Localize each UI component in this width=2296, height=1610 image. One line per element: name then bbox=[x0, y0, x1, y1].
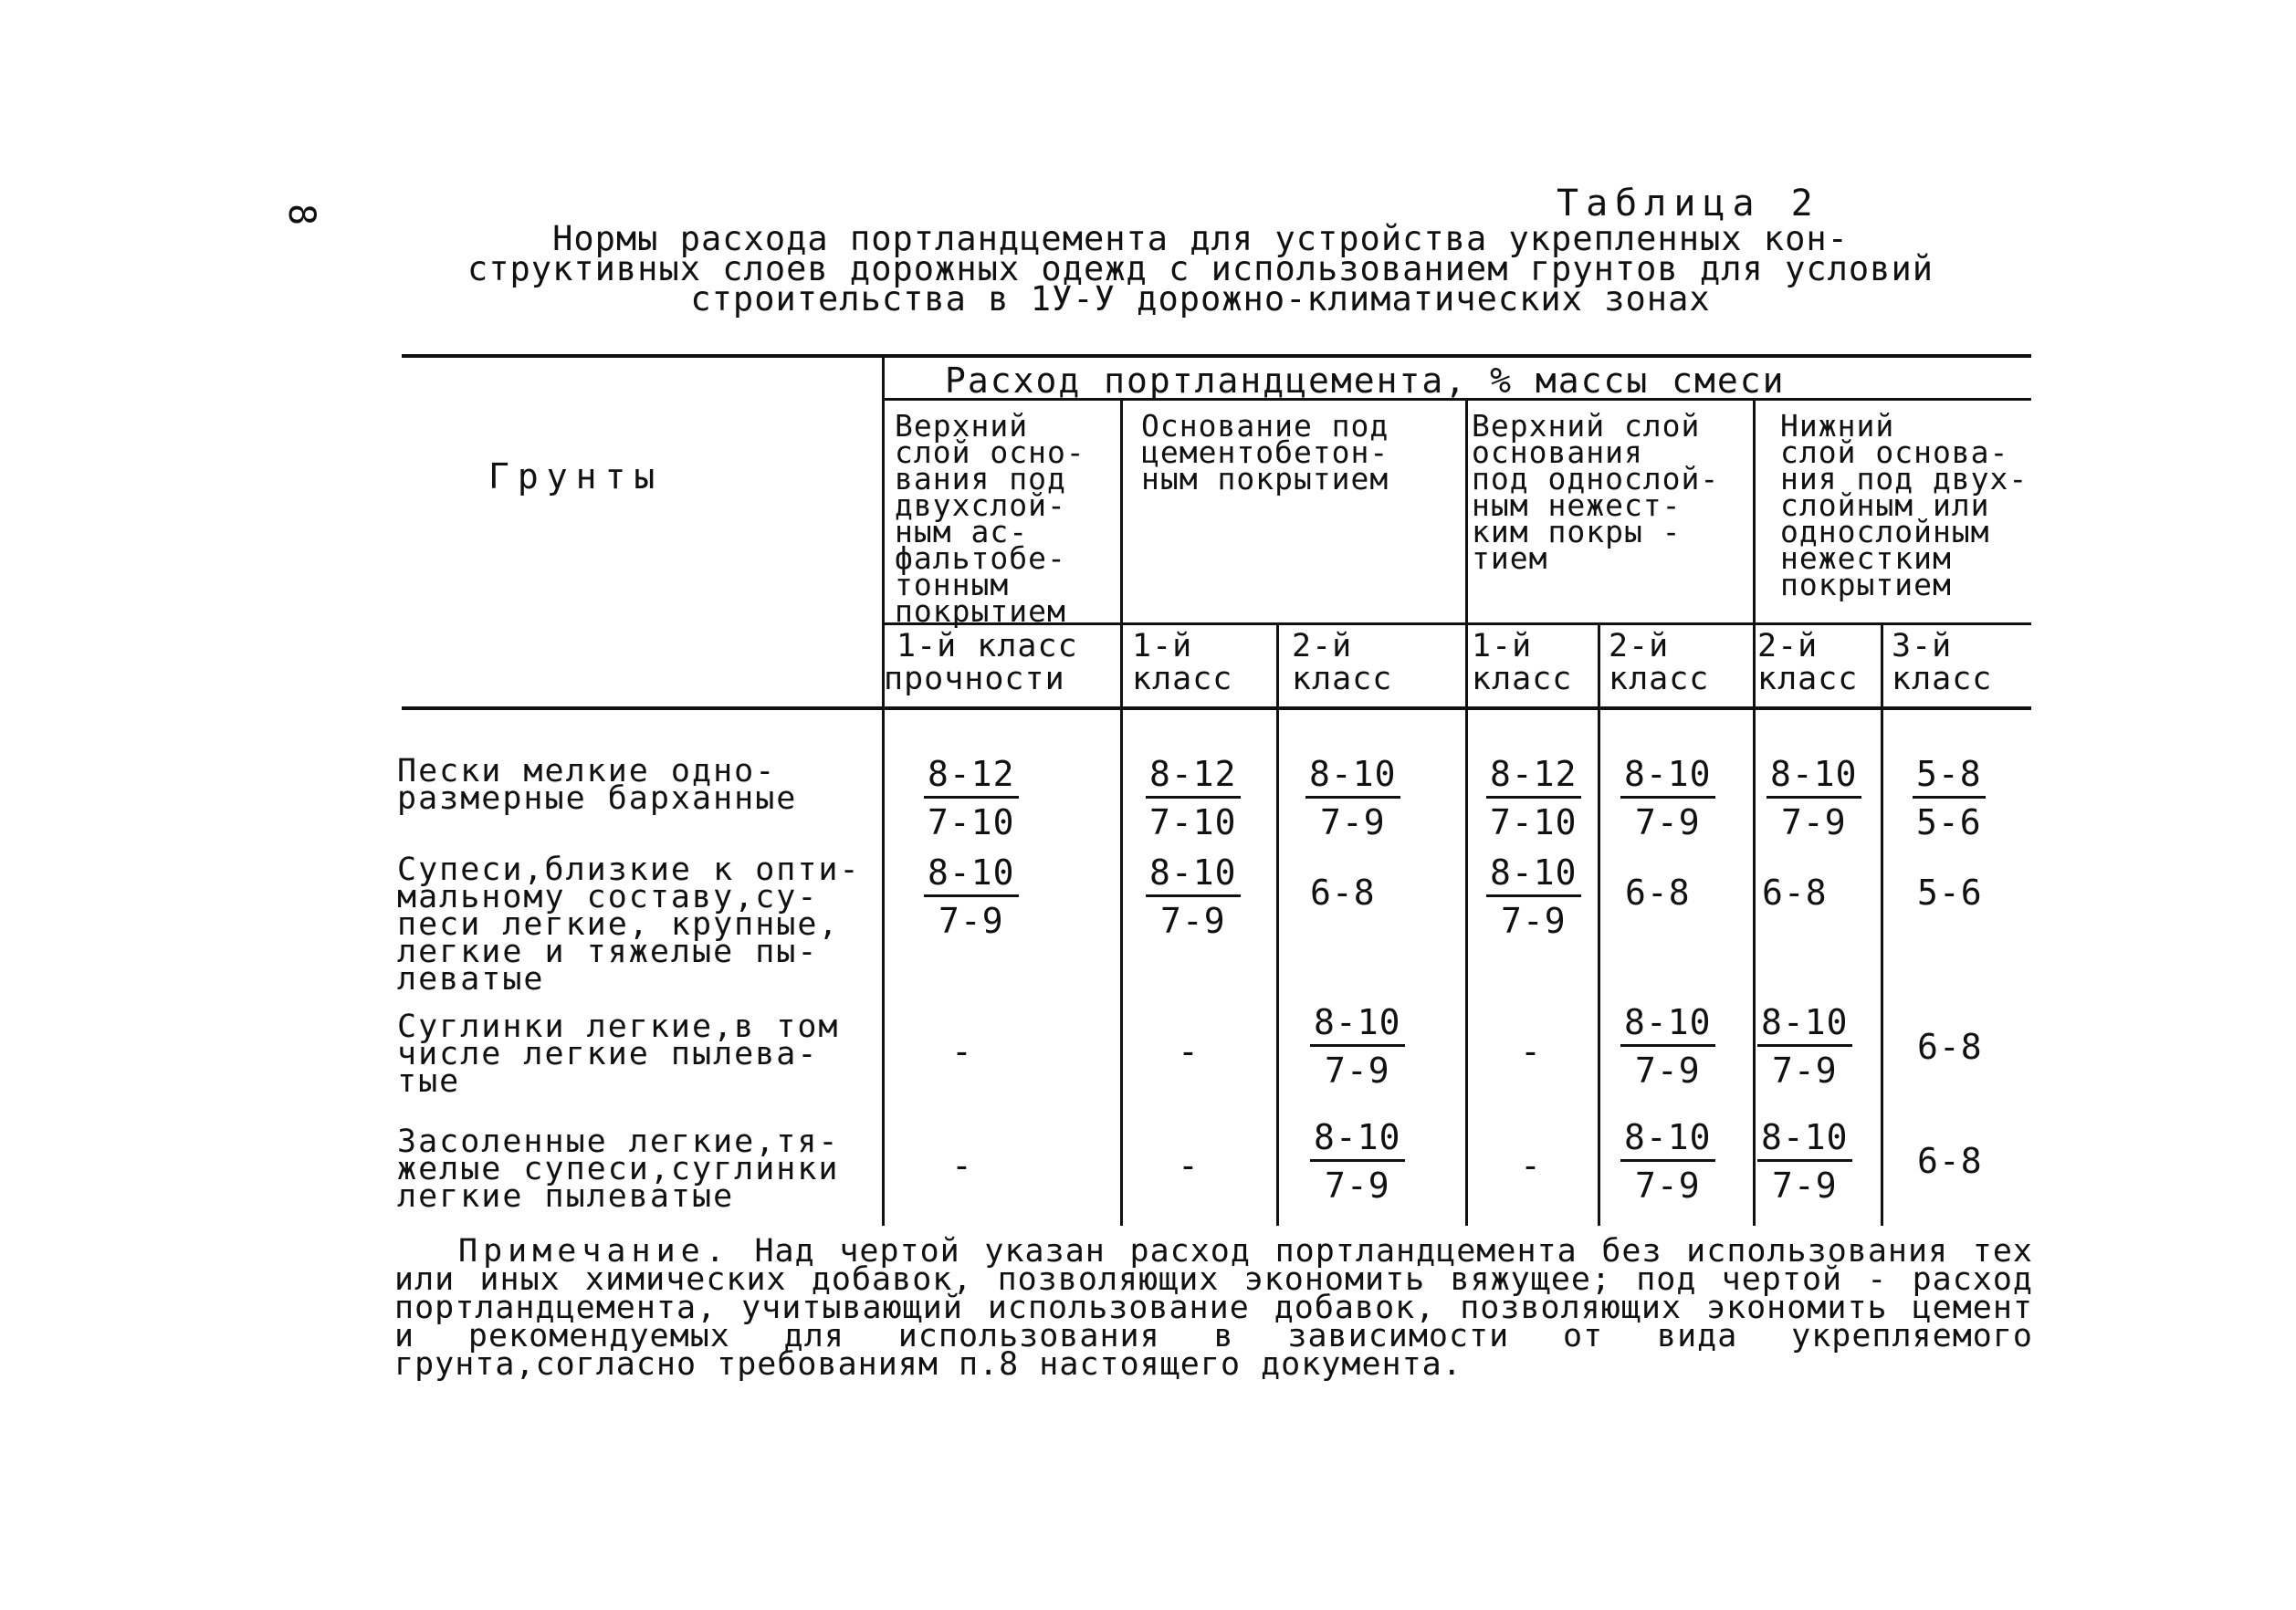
value-cell bbox=[1620, 756, 1715, 842]
group-header-line: основания bbox=[1472, 434, 1643, 470]
value-above-line: 8-10 bbox=[1146, 854, 1241, 897]
group-header-line: слой основа- bbox=[1780, 434, 2009, 470]
group-header-line: покрытием bbox=[895, 593, 1066, 629]
value-below-line: 7-9 bbox=[1771, 1166, 1838, 1206]
subcolumn-header bbox=[1757, 630, 1881, 695]
group-header-line: тонным bbox=[895, 567, 1010, 602]
value-above-line: 8-10 bbox=[1310, 1119, 1405, 1162]
group-header-line: тием bbox=[1472, 540, 1548, 576]
group-header-line: двухслой- bbox=[895, 487, 1066, 523]
value-cell bbox=[1757, 1119, 1852, 1206]
value-above-line: 8-10 bbox=[1767, 756, 1861, 799]
soil-line: мальному составу,су- bbox=[397, 879, 819, 915]
value-cell: - bbox=[1178, 1031, 1200, 1072]
soil-line: размерные барханные bbox=[397, 780, 798, 817]
group-header-4 bbox=[1780, 408, 2036, 602]
subcolumn-header bbox=[1472, 630, 1599, 695]
soil-line: песи легкие, крупные, bbox=[397, 906, 840, 943]
value-above-line: 8-10 bbox=[1620, 756, 1715, 799]
value-below-line: 7-9 bbox=[1159, 901, 1226, 941]
value-below-line: 7-9 bbox=[1634, 802, 1701, 842]
group-header-line: нежестким bbox=[1780, 540, 1952, 576]
group-header-line: вания под bbox=[895, 461, 1066, 497]
column-divider bbox=[1120, 398, 1123, 1226]
soil-row-1 bbox=[397, 753, 881, 817]
table-label: Таблица 2 bbox=[1557, 183, 1820, 225]
subcolumn-header bbox=[1892, 630, 2029, 695]
note-label: Примечание. bbox=[458, 1233, 730, 1270]
value-cell bbox=[1913, 756, 1986, 842]
subcolumn-line: 1-й bbox=[1472, 628, 1533, 664]
value-below-line: 7-9 bbox=[1780, 802, 1847, 842]
value-cell bbox=[1620, 1119, 1715, 1206]
subcolumn-line: 3-й bbox=[1892, 628, 1953, 664]
group-header-line: ным покрытием bbox=[1141, 461, 1389, 497]
soil-row-4 bbox=[397, 1124, 881, 1215]
group-header-line: слой осно- bbox=[895, 434, 1085, 470]
group-header-line: однослойным bbox=[1780, 514, 1990, 549]
value-below-line: 7-9 bbox=[1634, 1166, 1701, 1206]
value-above-line: 8-10 bbox=[1620, 1004, 1715, 1047]
value-cell bbox=[1305, 756, 1400, 842]
value-below-line: 7-9 bbox=[1324, 1051, 1390, 1091]
group-header-line: фальтобе- bbox=[895, 540, 1066, 576]
value-above-line: 8-12 bbox=[924, 756, 1019, 799]
value-cell bbox=[1310, 1004, 1405, 1091]
soil-line: числе легкие пылева- bbox=[397, 1036, 819, 1072]
group-header-2 bbox=[1141, 408, 1470, 497]
value-above-line: 8-12 bbox=[1146, 756, 1241, 799]
soil-column-header: Грунты bbox=[488, 456, 664, 497]
value-below-line: 7-10 bbox=[1149, 802, 1237, 842]
value-above-line: 8-10 bbox=[1486, 854, 1581, 897]
group-header-line: ния под двух- bbox=[1780, 461, 2029, 497]
soil-line: Пески мелкие одно- bbox=[397, 753, 777, 789]
value-cell bbox=[1146, 756, 1241, 842]
group-header-line: слойным или bbox=[1780, 487, 1990, 523]
subcolumn-header bbox=[1609, 630, 1750, 695]
table-note bbox=[394, 1233, 2033, 1383]
column-divider bbox=[882, 354, 885, 1226]
group-header-line: ным нежест- bbox=[1472, 487, 1682, 523]
value-cell: 6-8 bbox=[1625, 873, 1691, 913]
value-cell bbox=[924, 756, 1019, 842]
group-header-line: цементобетон- bbox=[1141, 434, 1389, 470]
value-below-line: 7-9 bbox=[1771, 1051, 1838, 1091]
subcolumn-line: 1-й класс bbox=[896, 628, 1078, 664]
soil-line: легкие пылеватые bbox=[397, 1178, 735, 1215]
value-below-line: 7-10 bbox=[1490, 802, 1578, 842]
column-divider bbox=[1465, 398, 1468, 1226]
value-cell: 6-8 bbox=[1917, 1141, 1983, 1181]
value-cell bbox=[1486, 756, 1581, 842]
soil-line: леватые bbox=[397, 961, 545, 998]
soil-line: желые супеси,суглинки bbox=[397, 1151, 840, 1187]
value-below-line: 7-9 bbox=[1324, 1166, 1390, 1206]
table-top-rule bbox=[402, 354, 2031, 358]
soil-row-3 bbox=[397, 1009, 881, 1100]
title-line: Нормы расхода портландцемента для устройства укрепленных кон- bbox=[552, 219, 1849, 258]
group-header-line: Нижний bbox=[1780, 408, 1895, 444]
subcolumn-line: класс bbox=[1609, 661, 1710, 697]
value-above-line: 8-12 bbox=[1486, 756, 1581, 799]
value-below-line: 5-6 bbox=[1916, 802, 1982, 842]
value-below-line: 7-9 bbox=[1500, 901, 1567, 941]
value-cell: - bbox=[951, 1031, 973, 1072]
column-divider bbox=[1881, 622, 1883, 1226]
soil-line: Супеси,близкие к опти- bbox=[397, 852, 861, 888]
title-line: структивных слоев дорожных одежд с использованием грунтов для условий bbox=[467, 249, 1934, 288]
column-divider bbox=[1598, 622, 1600, 1226]
value-below-line: 7-9 bbox=[938, 901, 1004, 941]
value-cell bbox=[1310, 1119, 1405, 1206]
soil-line: Засоленные легкие,тя- bbox=[397, 1124, 840, 1160]
subcolumn-line: 1-й bbox=[1132, 628, 1193, 664]
value-cell bbox=[1486, 854, 1581, 941]
value-above-line: 8-10 bbox=[1620, 1119, 1715, 1162]
group-header-line: Верхний bbox=[895, 408, 1029, 444]
value-above-line: 8-10 bbox=[1757, 1004, 1852, 1047]
value-cell: 6-8 bbox=[1762, 873, 1828, 913]
group-header-line: ным ас- bbox=[895, 514, 1029, 549]
subcolumn-line: класс bbox=[1892, 661, 1993, 697]
value-above-line: 5-8 bbox=[1913, 756, 1986, 799]
subcolumn-header bbox=[1132, 630, 1274, 695]
value-cell: 6-8 bbox=[1917, 1027, 1983, 1067]
group-header-line: ким покры - bbox=[1472, 514, 1682, 549]
soil-row-2 bbox=[397, 852, 881, 998]
consumption-header: Расход портландцемента, % массы смеси bbox=[945, 361, 1786, 401]
value-cell bbox=[924, 854, 1019, 941]
value-above-line: 8-10 bbox=[1310, 1004, 1405, 1047]
value-below-line: 7-9 bbox=[1634, 1051, 1701, 1091]
value-cell: - bbox=[951, 1145, 973, 1186]
subcolumn-header bbox=[1292, 630, 1461, 695]
subcolumn-line: класс bbox=[1472, 661, 1573, 697]
group-header-line: Основание под bbox=[1141, 408, 1389, 444]
value-cell: - bbox=[1520, 1145, 1542, 1186]
subcolumn-line: 2-й bbox=[1292, 628, 1353, 664]
note-text: Над чертой указан расход портландцемента без использования тех или иных химических добавок, позволяющих экономить вяжущее; под чертой - расход портландцемента, учитывающий использование добавок, позволяющих экономить цемент и рекомендуемых для использования в зависимости от вида укрепляемого грунта,согласно требованиям п.8 настоящего документа. bbox=[394, 1233, 2033, 1383]
value-above-line: 8-10 bbox=[924, 854, 1019, 897]
subcolumn-line: класс bbox=[1757, 661, 1859, 697]
value-above-line: 8-10 bbox=[1305, 756, 1400, 799]
value-cell bbox=[1620, 1004, 1715, 1091]
value-cell bbox=[1757, 1004, 1852, 1091]
soil-line: Суглинки легкие,в том bbox=[397, 1009, 840, 1045]
group-header-line: под однослой- bbox=[1472, 461, 1720, 497]
table-title bbox=[393, 219, 2008, 319]
value-below-line: 7-9 bbox=[1319, 802, 1386, 842]
value-cell bbox=[1146, 854, 1241, 941]
value-below-line: 7-10 bbox=[928, 802, 1015, 842]
group-header-3 bbox=[1472, 408, 1755, 576]
group-header-line: Верхний слой bbox=[1472, 408, 1701, 444]
soil-line: тые bbox=[397, 1063, 461, 1100]
group-header-line: покрытием bbox=[1780, 567, 1952, 602]
value-cell: - bbox=[1520, 1031, 1542, 1072]
title-line: строительства в 1У-У дорожно-климатических зонах bbox=[690, 279, 1711, 319]
page-number: 8 bbox=[280, 203, 323, 226]
value-cell: - bbox=[1178, 1145, 1200, 1186]
subcolumn-line: прочности bbox=[884, 661, 1065, 697]
subcolumn-line: класс bbox=[1292, 661, 1393, 697]
column-divider bbox=[1276, 622, 1279, 1226]
value-cell: 6-8 bbox=[1310, 873, 1376, 913]
header-bottom-rule bbox=[402, 706, 2031, 710]
subcolumn-header bbox=[884, 630, 1119, 695]
value-cell: 5-6 bbox=[1917, 873, 1983, 913]
group-header-1 bbox=[895, 408, 1118, 629]
value-above-line: 8-10 bbox=[1757, 1119, 1852, 1162]
subcolumn-line: 2-й bbox=[1609, 628, 1670, 664]
subcolumn-line: 2-й bbox=[1757, 628, 1819, 664]
value-cell bbox=[1767, 756, 1861, 842]
subcolumn-line: класс bbox=[1132, 661, 1233, 697]
soil-line: легкие и тяжелые пы- bbox=[397, 934, 819, 970]
